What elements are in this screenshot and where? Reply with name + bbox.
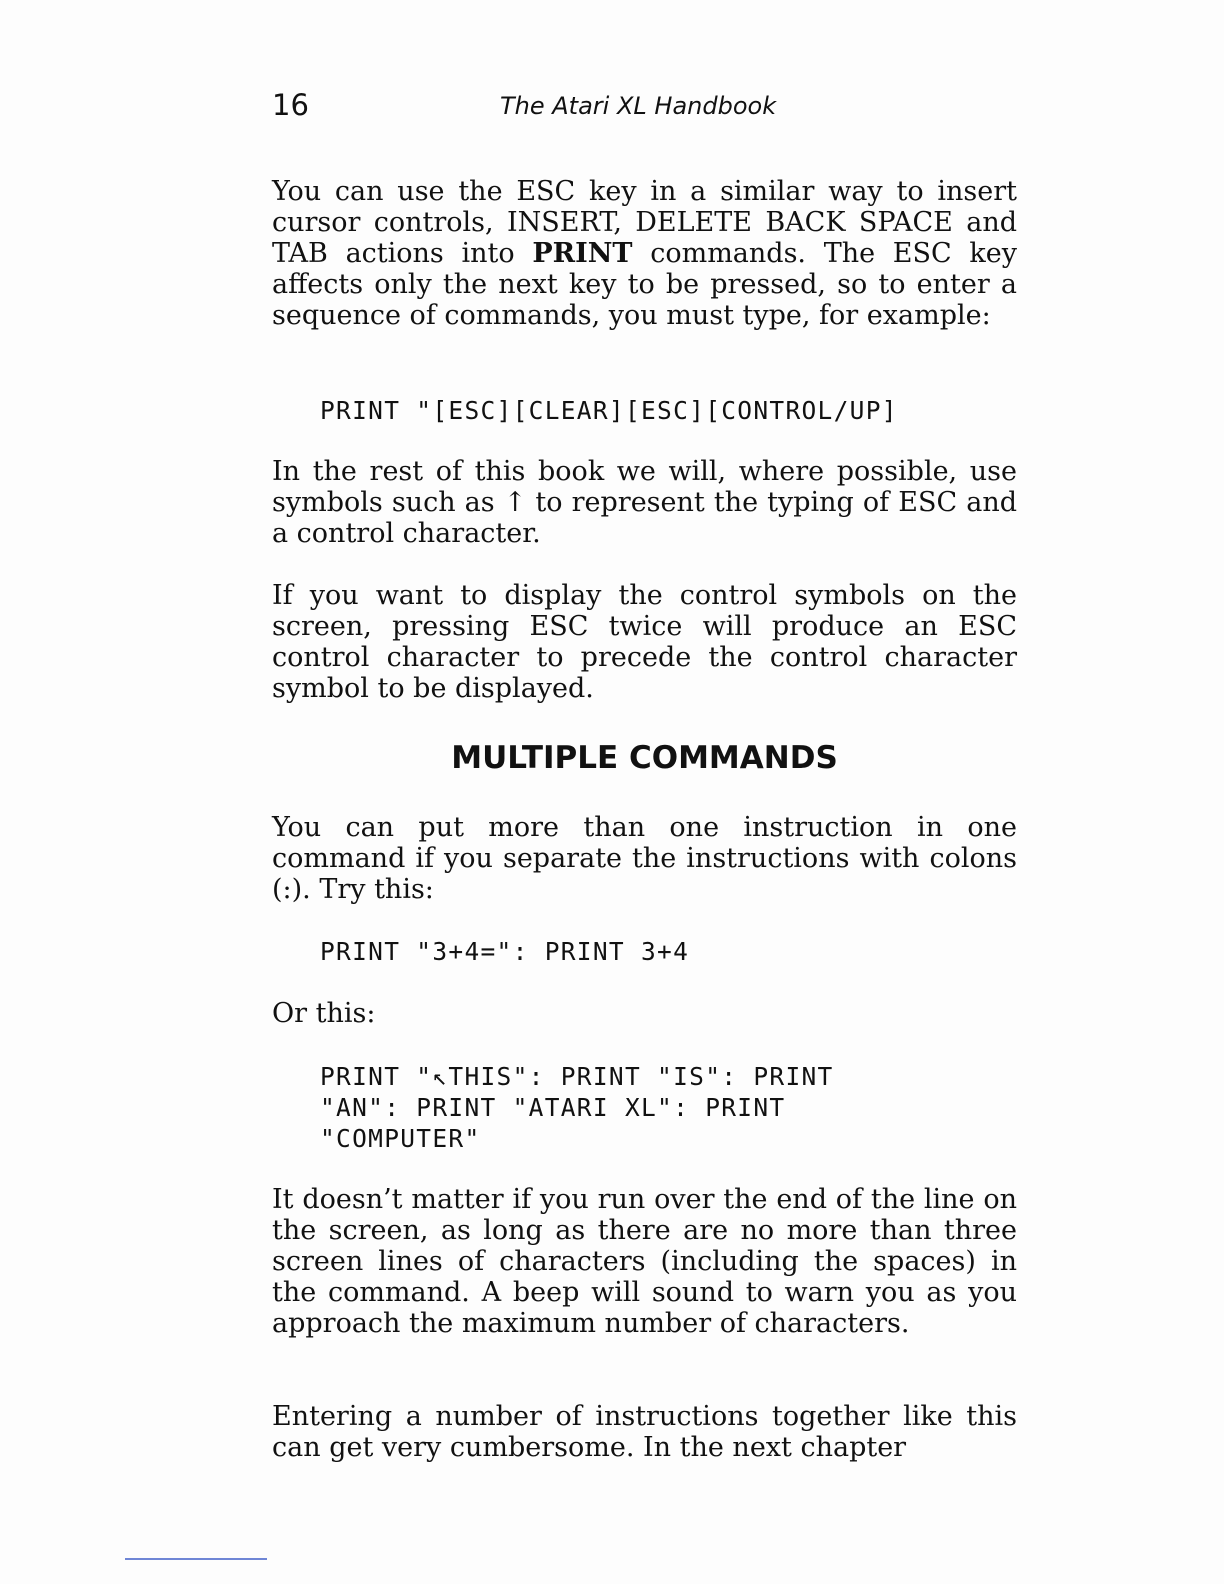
print-keyword: PRINT <box>532 238 633 269</box>
page-header <box>272 88 1022 128</box>
paragraph-symbols: In the rest of this book we will, where possible, use symbols such as ↑ to represent the typing of ESC and a control character. <box>272 456 1017 549</box>
code-esc-example: PRINT "[ESC][CLEAR][ESC][CONTROL/UP] <box>320 396 898 425</box>
paragraph-line-overrun: It doesn’t matter if you run over the end of the line on the screen, as long as there are no more than three screen lines of characters (including the spaces) in the command. A beep will sound to warn you as you approach the maximum number of characters. <box>272 1184 1017 1339</box>
paragraph-multiple-instructions: You can put more than one instruction in one command if you separate the instructions with colons (:). Try this: <box>272 812 1017 905</box>
bottom-rule <box>125 1558 267 1560</box>
code-print-line-2: "AN": PRINT "ATARI XL": PRINT <box>320 1093 786 1122</box>
paragraph-esc-key <box>272 176 1017 331</box>
code-print-line-3: "COMPUTER" <box>320 1124 481 1153</box>
running-title: The Atari XL Handbook <box>500 92 777 120</box>
paragraph-text: You can use the ESC key in a similar way to insert cursor controls, INSERT, DELETE BACK SPACE and TAB actions into <box>272 176 1017 269</box>
code-print-line-1: PRINT "↖THIS": PRINT "IS": PRINT <box>320 1062 834 1091</box>
paragraph-display-symbols: If you want to display the control symbols on the screen, pressing ESC twice will produce an ESC control character to precede the control character symbol to be displayed. <box>272 580 1017 704</box>
paragraph-or-this: Or this: <box>272 998 376 1029</box>
code-sum-example: PRINT "3+4=": PRINT 3+4 <box>320 937 690 966</box>
page-number: 16 <box>272 88 309 122</box>
section-heading: MULTIPLE COMMANDS <box>451 740 838 776</box>
paragraph-cumbersome: Entering a number of instructions together like this can get very cumbersome. In the next chapter <box>272 1401 1017 1463</box>
paragraph-text: commands. The ESC key affects only the next key to be pressed, so to enter a sequence of commands, you must type, for example: <box>272 238 1017 331</box>
